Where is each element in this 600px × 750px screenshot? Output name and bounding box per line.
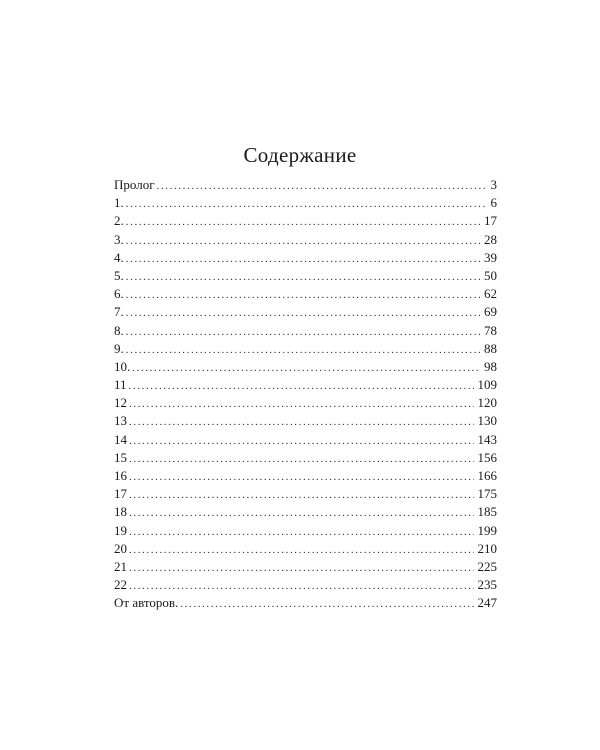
toc-entry-chapter-14[interactable]	[114, 431, 497, 449]
toc-entry-chapter-6[interactable]	[114, 285, 497, 303]
entry-label: 14	[114, 431, 127, 447]
entry-page-number: 78	[484, 322, 497, 338]
entry-page-number: 199	[477, 522, 497, 538]
entry-page-number: 98	[484, 358, 497, 374]
dot-leader	[129, 523, 474, 541]
toc-entry-chapter-5[interactable]	[114, 267, 497, 285]
entry-page-number: 156	[477, 449, 497, 465]
entry-label: 16	[114, 468, 127, 483]
dot-leader	[126, 323, 480, 341]
entry-label: 9.	[114, 340, 124, 356]
dot-leader	[129, 541, 474, 559]
entry-page-number: 120	[477, 395, 497, 411]
entry-label: 22	[114, 577, 127, 593]
toc-entry-chapter-8[interactable]	[114, 322, 497, 340]
toc-entry-chapter-18[interactable]	[114, 503, 497, 521]
dot-leader	[126, 341, 480, 359]
dot-leader	[126, 195, 487, 213]
entry-page-number: 28	[484, 231, 497, 247]
toc-entry-chapter-20[interactable]	[114, 540, 497, 558]
dot-leader	[129, 413, 474, 431]
entry-label: 7.	[114, 304, 124, 320]
dot-leader	[126, 232, 480, 250]
dot-leader	[129, 504, 474, 522]
entry-label: 3.	[114, 231, 124, 247]
toc-entry-chapter-4[interactable]	[114, 249, 497, 267]
dot-leader	[129, 559, 474, 577]
entry-label: 4.	[114, 249, 124, 265]
toc-entry-chapter-17[interactable]	[114, 485, 497, 503]
entry-label: 12	[114, 395, 127, 411]
entry-label: 5.	[114, 267, 124, 283]
dot-leader	[126, 304, 480, 322]
entry-label: 1.	[114, 195, 124, 211]
entry-label: 21	[114, 558, 127, 574]
entry-page-number: 62	[484, 286, 497, 302]
dot-leader	[126, 268, 480, 286]
entry-label: 20	[114, 540, 127, 556]
dot-leader	[129, 377, 474, 395]
entry-label: От авторов.	[114, 595, 179, 611]
entry-page-number: 235	[477, 577, 497, 593]
entry-page-number: 3	[490, 177, 497, 192]
toc-entry-chapter-3[interactable]	[114, 231, 497, 249]
entry-page-number: 17	[484, 213, 497, 229]
entry-label: 10.	[114, 358, 131, 374]
entry-page-number: 210	[477, 540, 497, 556]
entry-label: Пролог	[114, 177, 155, 192]
entry-label: 8.	[114, 322, 124, 338]
entry-page-number: 143	[477, 431, 497, 447]
dot-leader	[157, 177, 487, 195]
toc-entry-chapter-1[interactable]	[114, 194, 497, 212]
toc-entry-afterword[interactable]	[114, 594, 497, 612]
entry-label: 2.	[114, 213, 124, 229]
toc-entry-chapter-19[interactable]	[114, 522, 497, 540]
entry-label: 15	[114, 449, 127, 465]
toc-entry-chapter-22[interactable]	[114, 576, 497, 594]
dot-leader	[129, 395, 474, 413]
dot-leader	[132, 359, 480, 377]
entry-label: 13	[114, 413, 127, 429]
entry-page-number: 225	[477, 558, 497, 574]
toc-entry-chapter-10[interactable]	[114, 358, 497, 376]
entry-page-number: 88	[484, 340, 497, 356]
dot-leader	[126, 286, 480, 304]
entry-page-number: 69	[484, 304, 497, 320]
dot-leader	[126, 213, 480, 231]
entry-label: 17	[114, 486, 127, 502]
dot-leader	[129, 432, 474, 450]
toc-entry-chapter-7[interactable]	[114, 303, 497, 321]
toc-entry-chapter-11[interactable]	[114, 376, 497, 394]
entry-label: 18	[114, 504, 127, 520]
dot-leader	[129, 486, 474, 504]
toc-entry-chapter-16[interactable]	[114, 467, 497, 485]
entry-page-number: 6	[490, 195, 497, 211]
dot-leader	[126, 250, 480, 268]
entry-page-number: 109	[477, 377, 497, 393]
entry-page-number: 185	[477, 504, 497, 520]
toc-entry-chapter-12[interactable]	[114, 394, 497, 412]
entry-label: 11	[114, 377, 127, 393]
toc-entry-chapter-13[interactable]	[114, 412, 497, 430]
toc-entry-chapter-2[interactable]	[114, 212, 497, 230]
toc-entry-prologue[interactable]	[114, 176, 497, 194]
toc-entry-chapter-21[interactable]	[114, 558, 497, 576]
entry-page-number: 50	[484, 267, 497, 283]
toc-entry-chapter-9[interactable]	[114, 340, 497, 358]
toc-list	[114, 176, 497, 613]
entry-page-number: 175	[477, 486, 497, 502]
dot-leader	[129, 577, 474, 595]
dot-leader	[180, 595, 473, 613]
entry-page-number: 247	[477, 595, 497, 611]
entry-label: 6.	[114, 286, 124, 302]
entry-label: 19	[114, 522, 127, 538]
toc-title: Содержание	[243, 143, 357, 167]
dot-leader	[129, 468, 474, 486]
toc-entry-chapter-15[interactable]	[114, 449, 497, 467]
entry-page-number: 166	[477, 468, 497, 483]
dot-leader	[129, 450, 474, 468]
entry-page-number: 39	[484, 249, 497, 265]
entry-page-number: 130	[477, 413, 497, 429]
